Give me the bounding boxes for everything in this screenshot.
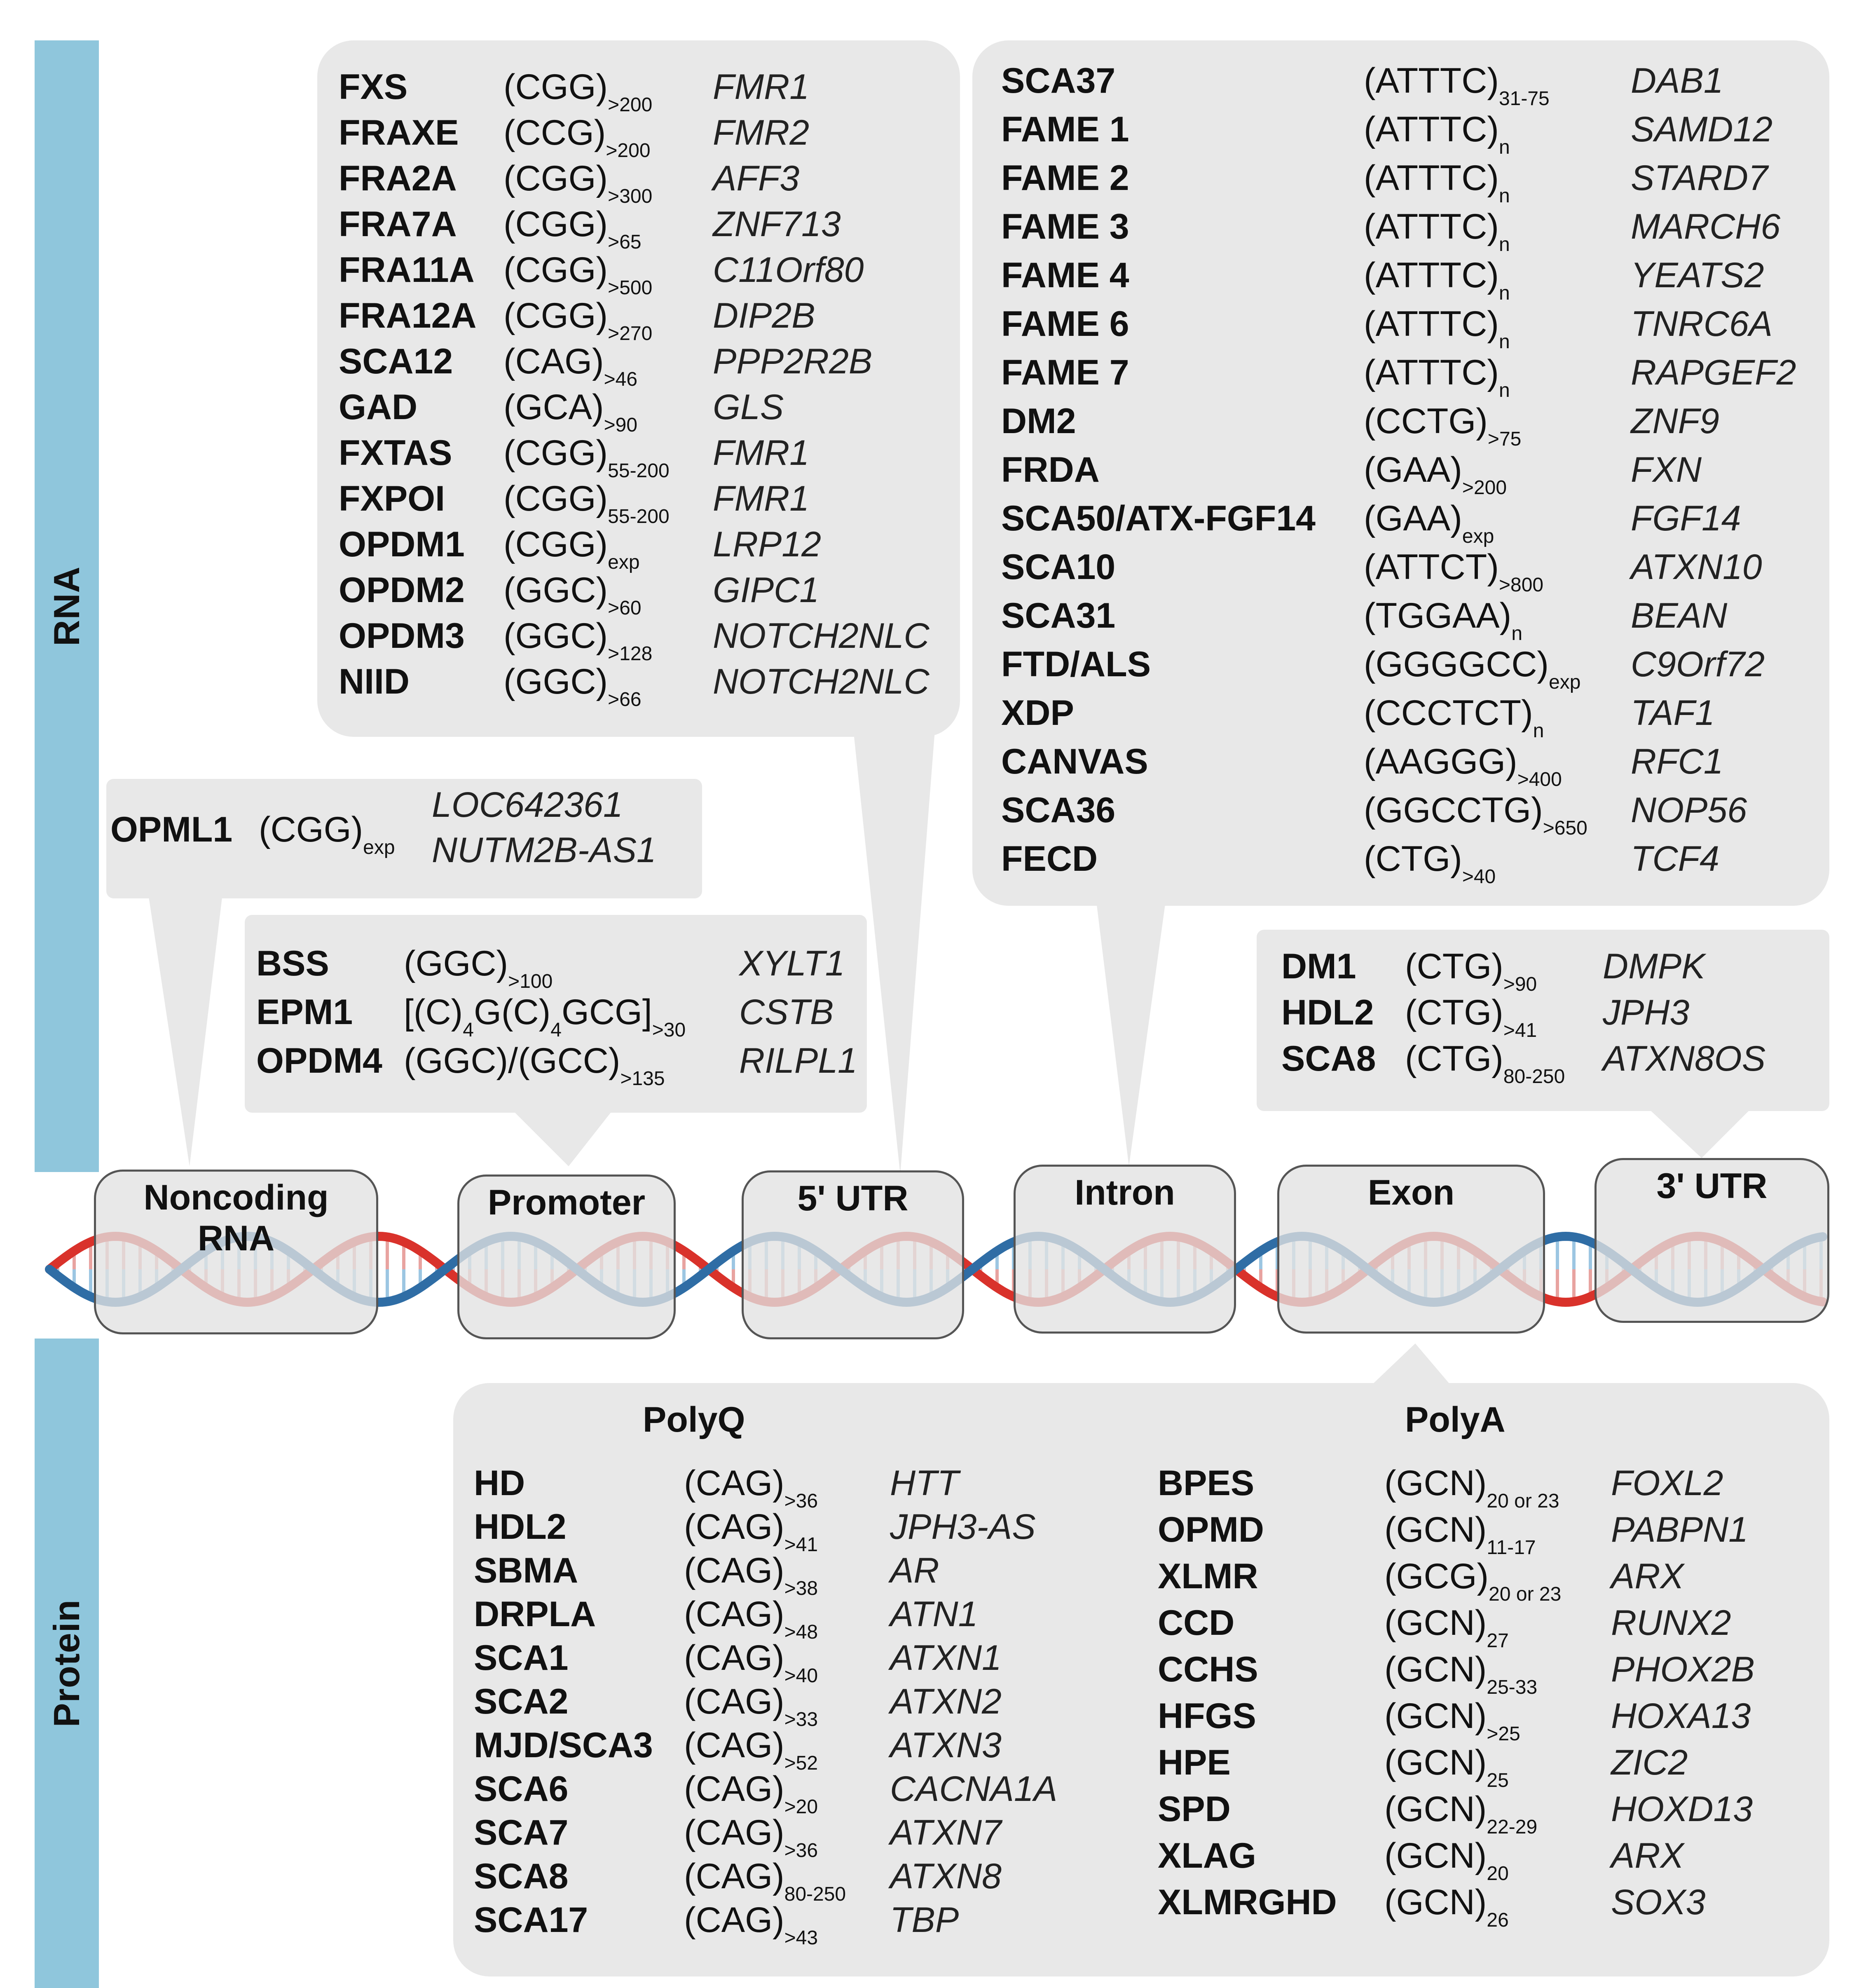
repeat-count: 25 [1487, 1770, 1509, 1791]
repeat-unit: (GGC) [503, 616, 608, 656]
repeat-count: >75 [1487, 428, 1522, 450]
repeat-unit: (CAG) [684, 1638, 784, 1678]
repeat-unit: (ATTTC) [1364, 353, 1499, 392]
region-promoter [457, 1175, 676, 1339]
region-3utr [1594, 1158, 1829, 1323]
disease-name: FRA12A [339, 296, 477, 335]
repeat-unit: (CGG) [503, 296, 608, 335]
repeat-unit: (ATTTC) [1364, 207, 1499, 246]
repeat-count: >400 [1517, 769, 1562, 790]
repeat-unit: (GGC)/(GCC) [404, 1041, 620, 1081]
repeat-count: >46 [604, 368, 638, 390]
disease-name: SCA6 [474, 1769, 569, 1809]
disease-name: FAME 7 [1001, 353, 1129, 392]
gene-name: YEATS2 [1631, 256, 1764, 295]
region-label [459, 1182, 674, 1223]
repeat-count: >30 [652, 1019, 686, 1041]
repeat-unit: (CAG) [684, 1507, 784, 1547]
repeat-unit: (GGC) [503, 662, 608, 701]
repeat-count: 80-250 [784, 1883, 846, 1905]
repeat-unit: (GCN) [1384, 1743, 1487, 1782]
repeat-unit: (GAA) [1364, 450, 1462, 490]
repeat-unit: (CTG) [1405, 1039, 1503, 1078]
gene-name: JPH3-AS [890, 1507, 1036, 1547]
disease-name: CANVAS [1001, 742, 1148, 781]
repeat-count: >40 [784, 1665, 818, 1687]
repeat-count: >128 [608, 643, 653, 665]
repeat-unit: (GAA) [1364, 499, 1462, 538]
region-label-line: Promoter [487, 1183, 646, 1222]
disease-name: OPDM4 [256, 1041, 382, 1081]
repeat-count: 26 [1487, 1909, 1509, 1931]
disease-name: HFGS [1158, 1696, 1256, 1736]
repeat-count: 20 or 23 [1487, 1490, 1559, 1512]
disease-name: FAME 4 [1001, 256, 1129, 295]
polya-title: PolyA [1405, 1400, 1505, 1439]
repeat-unit: (ATTTC) [1364, 256, 1499, 295]
repeat-count: >200 [606, 140, 651, 162]
gene-name: STARD7 [1631, 158, 1768, 198]
repeat-unit: (ATTTC) [1364, 158, 1499, 198]
gene-name: HOXA13 [1611, 1696, 1751, 1736]
region-label-line: Noncoding [143, 1178, 329, 1217]
disease-name: SCA31 [1001, 596, 1116, 635]
repeat-count: n [1511, 623, 1523, 645]
repeat-count: 31-75 [1498, 88, 1550, 110]
repeat-count: >270 [608, 323, 653, 345]
gene-name: NOTCH2NLC [713, 616, 929, 656]
gene-name: RUNX2 [1611, 1603, 1731, 1643]
gene-name: TAF1 [1631, 693, 1715, 733]
repeat-unit: (CAG) [684, 1551, 784, 1590]
repeat-unit: (CGG) [503, 250, 608, 290]
disease-name: SCA12 [339, 342, 453, 381]
repeat-unit: (GCN) [1384, 1836, 1487, 1875]
gene-name: ARX [1611, 1557, 1684, 1596]
gene-name: GIPC1 [713, 570, 819, 610]
repeat-count: 55-200 [608, 506, 670, 527]
disease-name: OPMD [1158, 1510, 1264, 1550]
repeat-count: 27 [1487, 1630, 1509, 1652]
disease-name: HDL2 [474, 1507, 567, 1547]
disease-name: SCA17 [474, 1900, 588, 1940]
disease-name: SCA7 [474, 1813, 569, 1852]
disease-name: OPDM3 [339, 616, 465, 656]
disease-name: OPDM2 [339, 570, 465, 610]
disease-name: FRA7A [339, 204, 457, 244]
gene-name: FMR1 [713, 67, 810, 107]
disease-name: FRA2A [339, 159, 457, 198]
gene-name: SOX3 [1611, 1883, 1706, 1922]
disease-name: FRA11A [339, 250, 475, 290]
gene-name: ATXN8OS [1603, 1039, 1766, 1078]
repeat-unit: (CGG) [503, 159, 608, 198]
repeat-count: >65 [608, 231, 642, 253]
repeat-unit: (CTG) [1364, 839, 1462, 879]
repeat-unit: (AAGGG) [1364, 742, 1517, 781]
repeat-unit: (GCN) [1384, 1510, 1487, 1550]
repeat-count: n [1498, 380, 1510, 401]
repeat-count: 55-200 [608, 460, 670, 482]
region-label [1279, 1172, 1543, 1213]
region-label-line: RNA [197, 1218, 275, 1258]
repeat-count: >135 [620, 1068, 665, 1090]
gene-name: PHOX2B [1611, 1650, 1755, 1689]
disease-name: FAME 6 [1001, 304, 1129, 344]
region-label-line: Exon [1367, 1173, 1455, 1212]
repeat-count: >60 [608, 597, 642, 619]
gene-name: AR [890, 1551, 939, 1590]
repeat-count: n [1498, 331, 1510, 353]
region-5utr [742, 1170, 964, 1339]
repeat-count: 20 or 23 [1489, 1583, 1562, 1605]
region-intron [1014, 1165, 1236, 1334]
gene-name: BEAN [1631, 596, 1728, 635]
repeat-count: >52 [784, 1752, 818, 1774]
gene-name: DMPK [1603, 947, 1705, 986]
repeat-count: exp [608, 551, 640, 573]
repeat-count: >300 [608, 185, 653, 207]
gene-name: LOC642361 [432, 785, 623, 825]
repeat-count: >100 [508, 971, 553, 992]
disease-name: SCA50/ATX-FGF14 [1001, 499, 1316, 538]
repeat-unit: (ATTTC) [1364, 304, 1499, 344]
repeat-count: 11-17 [1487, 1537, 1536, 1559]
repeat-count: n [1533, 720, 1544, 742]
repeat-count: >48 [784, 1621, 818, 1643]
disease-name: DM2 [1001, 401, 1076, 441]
gene-name: ATXN3 [890, 1725, 1002, 1765]
repeat-count: >40 [1462, 866, 1496, 888]
repeat-unit: (CCG) [503, 113, 606, 152]
disease-name: BSS [256, 944, 329, 983]
disease-name: FAME 3 [1001, 207, 1129, 246]
repeat-unit: (CAG) [684, 1463, 784, 1503]
disease-name: HPE [1158, 1743, 1231, 1782]
repeat-count: >36 [784, 1840, 818, 1861]
disease-name: FAME 2 [1001, 158, 1129, 198]
repeat-count: >20 [784, 1796, 818, 1818]
gene-name: DIP2B [713, 296, 815, 335]
gene-name: ZNF713 [713, 204, 841, 244]
disease-name: MJD/SCA3 [474, 1725, 653, 1765]
repeat-count: >43 [784, 1927, 818, 1949]
disease-name: XLAG [1158, 1836, 1256, 1875]
rna-side-label: RNA [46, 566, 87, 646]
disease-name: HD [474, 1463, 525, 1503]
repeat-unit: (CCCTCT) [1364, 693, 1533, 733]
region-noncoding-rna [94, 1170, 378, 1334]
gene-name: C11Orf80 [713, 250, 864, 290]
gene-name: XYLT1 [739, 944, 845, 983]
repeat-unit: (CAG) [684, 1813, 784, 1852]
repeat-unit: (CGG) [259, 810, 363, 849]
protein-side-label: Protein [46, 1599, 87, 1728]
disease-name: FAME 1 [1001, 110, 1129, 149]
repeat-count: >800 [1498, 574, 1544, 596]
gene-name: LRP12 [713, 525, 821, 564]
repeat-unit: (CAG) [684, 1682, 784, 1721]
polyq-title: PolyQ [643, 1400, 745, 1439]
repeat-count: n [1498, 136, 1510, 158]
repeat-unit: (GGCCTG) [1364, 790, 1543, 830]
repeat-count: >36 [784, 1490, 818, 1512]
disease-name: FXTAS [339, 433, 452, 473]
disease-name: FTD/ALS [1001, 645, 1151, 684]
gene-name: HOXD13 [1611, 1789, 1753, 1829]
gene-name: ZIC2 [1611, 1743, 1688, 1782]
gene-name: ATXN8 [890, 1857, 1002, 1896]
repeat-count: exp [363, 837, 395, 858]
gene-name: FMR2 [713, 113, 810, 152]
disease-name: CCHS [1158, 1650, 1258, 1689]
disease-name: NIID [339, 662, 410, 701]
gene-name: ATXN2 [890, 1682, 1002, 1721]
repeat-count: n [1498, 185, 1510, 207]
repeat-unit: (CAG) [503, 342, 604, 381]
region-exon [1277, 1165, 1545, 1334]
gene-name: DAB1 [1631, 61, 1723, 101]
repeat-unit: (GCN) [1384, 1789, 1487, 1829]
disease-name: SCA36 [1001, 790, 1116, 830]
repeat-unit: (ATTCT) [1364, 547, 1499, 587]
gene-name: CACNA1A [890, 1769, 1058, 1809]
repeat-unit: (CGG) [503, 433, 608, 473]
gene-name: NOTCH2NLC [713, 662, 929, 701]
repeat-count: >650 [1543, 817, 1587, 839]
repeat-count: >200 [1462, 477, 1507, 499]
repeat-part: [(C) [404, 992, 463, 1032]
repeat-count: >41 [1503, 1020, 1537, 1041]
gene-name: PPP2R2B [713, 342, 873, 381]
repeat-unit: (CGG) [503, 479, 608, 518]
repeat-count: >66 [608, 689, 642, 710]
repeat-unit: (CTG) [1405, 993, 1503, 1032]
gene-name: C9Orf72 [1631, 645, 1765, 684]
repeat-count: >200 [608, 94, 653, 116]
gene-name: TCF4 [1631, 839, 1719, 879]
gene-name: TBP [890, 1900, 959, 1940]
repeat-count: 22-29 [1487, 1816, 1538, 1838]
disease-name: SCA8 [1281, 1039, 1376, 1078]
repeat-unit: (CAG) [684, 1769, 784, 1809]
repeat-subscript: 4 [550, 1019, 562, 1041]
region-label [1016, 1172, 1234, 1213]
repeat-unit: (GGGGCC) [1364, 645, 1549, 684]
gene-name: FOXL2 [1611, 1463, 1723, 1503]
repeat-count: >90 [1503, 973, 1537, 995]
disease-name: SCA10 [1001, 547, 1116, 587]
disease-name: SCA1 [474, 1638, 569, 1678]
repeat-count: >41 [784, 1534, 818, 1556]
repeat-unit: (CCTG) [1364, 401, 1488, 441]
gene-name: SAMD12 [1631, 110, 1773, 149]
disease-name: HDL2 [1281, 993, 1374, 1032]
repeat-unit: (ATTTC) [1364, 110, 1499, 149]
gene-name: RILPL1 [739, 1041, 857, 1081]
repeat-count: >90 [604, 414, 638, 436]
repeat-count: >500 [608, 277, 653, 299]
disease-name: XLMRGHD [1158, 1883, 1337, 1922]
repeat-count: exp [1462, 525, 1494, 547]
repeat-count: n [1498, 282, 1510, 304]
repeat-count: >25 [1487, 1723, 1520, 1745]
disease-name: FRDA [1001, 450, 1100, 490]
gene-name: ATN1 [890, 1594, 978, 1634]
repeat-unit: (GCN) [1384, 1883, 1487, 1922]
region-label [96, 1177, 376, 1259]
gene-name: AFF3 [713, 159, 800, 198]
repeat-unit: (GCN) [1384, 1603, 1487, 1643]
repeat-part: GCG] [561, 992, 652, 1032]
disease-name: EPM1 [256, 992, 353, 1032]
gene-name: HTT [890, 1463, 959, 1503]
repeat-count: exp [1549, 671, 1581, 693]
disease-name: OPML1 [110, 810, 233, 849]
disease-name: CCD [1158, 1603, 1235, 1643]
disease-name: FRAXE [339, 113, 459, 152]
repeat-subscript: 4 [463, 1019, 474, 1041]
gene-name: ATXN1 [890, 1638, 1002, 1678]
disease-name: FXPOI [339, 479, 445, 518]
disease-name: GAD [339, 387, 418, 427]
gene-name: CSTB [739, 992, 834, 1032]
repeat-unit: (CGG) [503, 204, 608, 244]
repeat-unit: (GCA) [503, 387, 604, 427]
gene-name: FXN [1631, 450, 1702, 490]
gene-name: FGF14 [1631, 499, 1741, 538]
disease-name: OPDM1 [339, 525, 465, 564]
repeat-unit: (TGGAA) [1364, 596, 1512, 635]
gene-name: TNRC6A [1631, 304, 1773, 344]
disease-name: FECD [1001, 839, 1098, 879]
gene-name: ARX [1611, 1836, 1684, 1875]
region-label [744, 1178, 962, 1219]
region-label-line: 5' UTR [797, 1179, 908, 1218]
repeat-count: >33 [784, 1709, 818, 1730]
repeat-count: 20 [1487, 1863, 1509, 1885]
repeat-count: n [1498, 234, 1510, 256]
gene-name: RAPGEF2 [1631, 353, 1796, 392]
repeat-unit: (CAG) [684, 1900, 784, 1940]
gene-name: ATXN7 [890, 1813, 1002, 1852]
repeat-unit: (GCN) [1384, 1650, 1487, 1689]
region-label-line: 3' UTR [1656, 1166, 1768, 1206]
repeat-unit: (CAG) [684, 1857, 784, 1896]
disease-name: DM1 [1281, 947, 1356, 986]
gene-name: RFC1 [1631, 742, 1723, 781]
repeat-unit: (GCN) [1384, 1463, 1487, 1503]
repeat-part: G(C) [473, 992, 551, 1032]
repeat-count: 80-250 [1503, 1066, 1565, 1088]
repeat-unit: (ATTTC) [1364, 61, 1499, 101]
gene-name: FMR1 [713, 479, 810, 518]
disease-name: SCA8 [474, 1857, 569, 1896]
gene-name: ZNF9 [1631, 401, 1719, 441]
region-label-line: Intron [1075, 1173, 1175, 1212]
gene-name: GLS [713, 387, 784, 427]
repeat-unit: (CAG) [684, 1594, 784, 1634]
repeat-unit: (CGG) [503, 67, 608, 107]
gene-name: MARCH6 [1631, 207, 1781, 246]
repeat-unit: (CGG) [503, 525, 608, 564]
gene-name: JPH3 [1603, 993, 1690, 1032]
disease-name: XLMR [1158, 1557, 1258, 1596]
disease-name: SCA37 [1001, 61, 1116, 101]
repeat-unit: (CTG) [1405, 947, 1503, 986]
disease-name: SCA2 [474, 1682, 569, 1721]
repeat-count: 25-33 [1487, 1676, 1538, 1698]
gene-name: NUTM2B-AS1 [432, 830, 656, 870]
gene-name: ATXN10 [1631, 547, 1762, 587]
disease-name: BPES [1158, 1463, 1255, 1503]
disease-name: SPD [1158, 1789, 1231, 1829]
repeat-unit: (GCG) [1384, 1557, 1489, 1596]
repeat-unit: (GGC) [404, 944, 508, 983]
repeat-count: >38 [784, 1578, 818, 1599]
gene-name: FMR1 [713, 433, 810, 473]
disease-name: FXS [339, 67, 408, 107]
repeat-unit: (CAG) [684, 1725, 784, 1765]
disease-name: XDP [1001, 693, 1074, 733]
repeat-unit: (GGC) [503, 570, 608, 610]
disease-name: DRPLA [474, 1594, 596, 1634]
gene-name: PABPN1 [1611, 1510, 1748, 1550]
region-label [1597, 1166, 1827, 1207]
gene-name: NOP56 [1631, 790, 1747, 830]
repeat-unit: (GCN) [1384, 1696, 1487, 1736]
disease-name: SBMA [474, 1551, 578, 1590]
